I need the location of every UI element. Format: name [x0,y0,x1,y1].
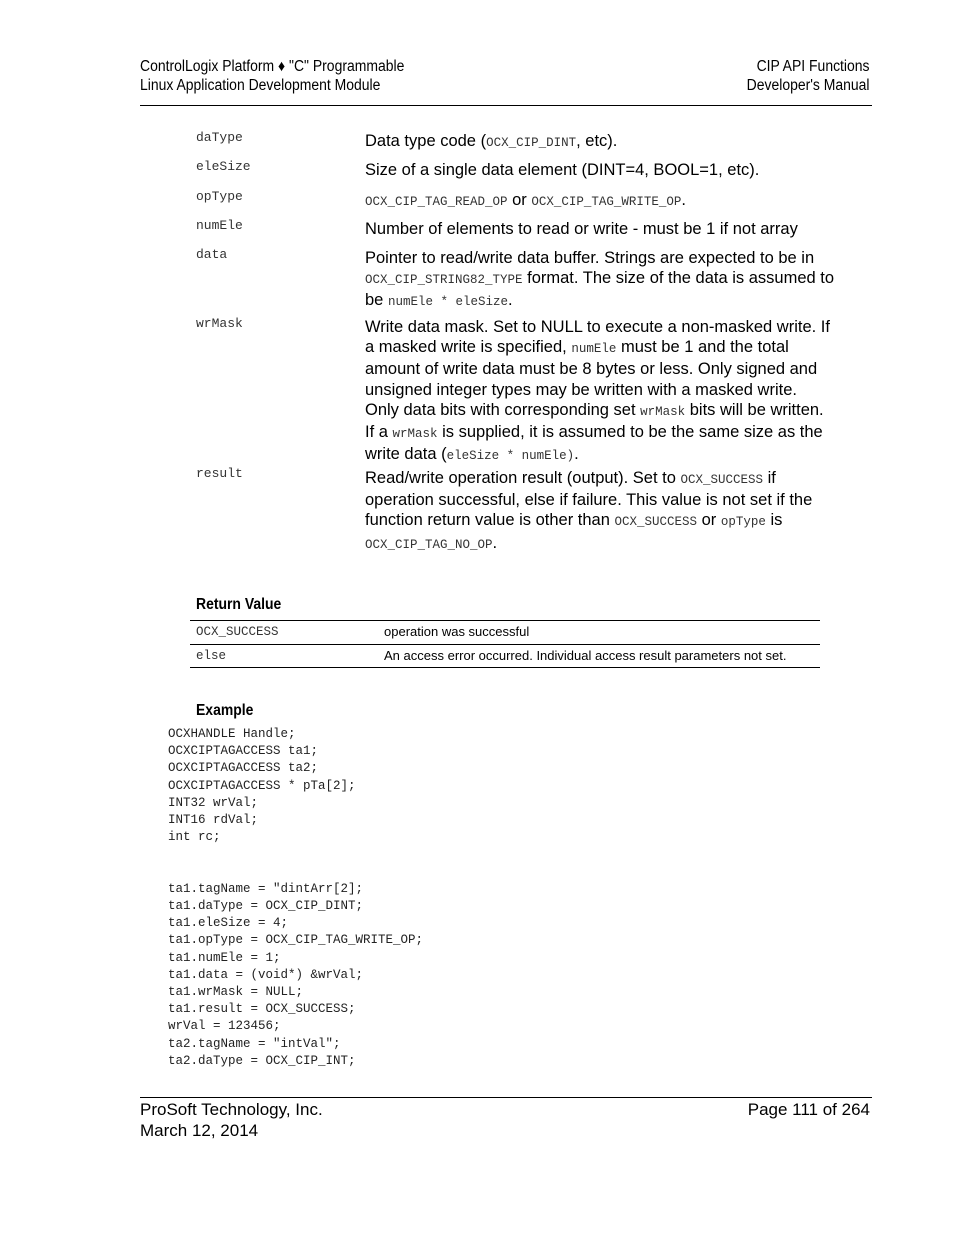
inline-code: OCX_CIP_TAG_WRITE_OP [531,195,682,209]
description-text: format. The size of the data is assumed to be [365,269,835,310]
description-text: is [765,511,783,530]
description-text: Write data mask. Set to NULL to execute a non-masked write. If a masked write is specified, [365,318,830,357]
inline-code: numEle [571,342,617,357]
inline-code: wrMask [392,427,438,442]
footer-rule [140,1097,872,1098]
param-name: result [196,466,243,481]
return-value-table [190,620,820,668]
param-name: data [196,247,228,262]
param-description [365,248,835,313]
description-text: Data type code ( [365,132,487,150]
footer-page-number: Page 111 of 264 [747,1100,870,1119]
header-manual-title: Developer's Manual [747,77,870,94]
return-description: An access error occurred. Individual access result parameters not set. [384,647,787,663]
inline-code: wrMask [640,404,686,419]
param-name: daType [196,130,243,145]
description-text: is supplied, it is assumed to be the same size as the write data ( [365,423,823,464]
description-text: Read/write operation result (output). Set to [365,469,681,487]
inline-code: OCX_CIP_TAG_NO_OP [365,537,493,552]
param-description [365,131,835,153]
inline-code: OCX_CIP_TAG_READ_OP [365,195,508,209]
description-text: . [492,533,498,552]
description-text: . [681,191,686,209]
header-section-title: CIP API Functions [757,58,870,75]
inline-code: eleSize * numEle) [446,449,575,464]
inline-code: OCX_CIP_DINT [486,136,577,150]
table-row [190,621,820,644]
return-code: else [196,648,227,663]
param-description [365,190,835,212]
param-description [365,468,835,555]
description-text: Number of elements to read or write - must be 1 if not array [365,220,798,238]
description-text: must be 1 and the total amount of write data must be 8 bytes or less. Only signed and unsigned integer types may be written with a masked write. Only data bits with corresponding set [365,338,818,419]
header-module-line: Linux Application Development Module [140,77,381,94]
description-text: . [507,291,513,310]
description-text: bits will be written. If a [365,400,824,442]
description-text: or [697,511,721,530]
footer-date: March 12, 2014 [140,1121,259,1140]
param-name: opType [196,189,243,204]
description-text: , etc). [576,132,618,150]
footer-company: ProSoft Technology, Inc. [140,1100,323,1119]
param-description [365,219,835,239]
inline-code: OCX_SUCCESS [614,515,697,530]
param-name: numEle [196,218,243,233]
param-name: eleSize [196,159,251,174]
footer-left [140,1099,323,1141]
return-description: operation was successful [384,624,530,639]
header-right [747,57,870,95]
example-code-block: OCXHANDLE Handle; OCXCIPTAGACCESS ta1; OCXCIPTAGACCESS ta2; OCXCIPTAGACCESS * pTa[2]; INT32 wrVal; INT16 rdVal; int rc; ta1.tagName = "dintArr[2]; ta1.daType = OCX_CIP_DINT; ta1.eleSize = 4; ta1.opType = OCX_CIP_TAG_WRITE_OP; ta1.numEle = 1; ta1.data = (void*) &wrVal; ta1.wrMask = NULL; ta1.result = OCX_SUCCESS; wrVal = 123456; ta2.tagName = "intVal"; ta2.daType = OCX_CIP_INT; [168,727,424,1068]
param-description [365,317,835,466]
param-name: wrMask [196,316,243,331]
table-row [190,644,820,668]
description-text: if operation successful, else if failure. This value is not set if the function return value is other than [365,469,813,530]
description-text: or [507,191,532,209]
header-left [140,57,404,95]
return-value-heading: Return Value [196,596,282,613]
inline-code: numEle * eleSize [387,295,508,310]
description-text: Pointer to read/write data buffer. Strings are expected to be in [365,249,815,267]
example-heading: Example [196,702,254,719]
inline-code: opType [720,515,766,530]
inline-code: OCX_CIP_STRING82_TYPE [365,273,523,288]
return-code: OCX_SUCCESS [196,625,279,639]
header-product-line: ControlLogix Platform ♦ "C" Programmable [140,58,405,75]
inline-code: OCX_SUCCESS [680,473,764,487]
header-rule [140,105,872,106]
param-description [365,160,835,180]
description-text: . [574,445,579,464]
description-text: Size of a single data element (DINT=4, BOOL=1, etc). [365,161,760,179]
